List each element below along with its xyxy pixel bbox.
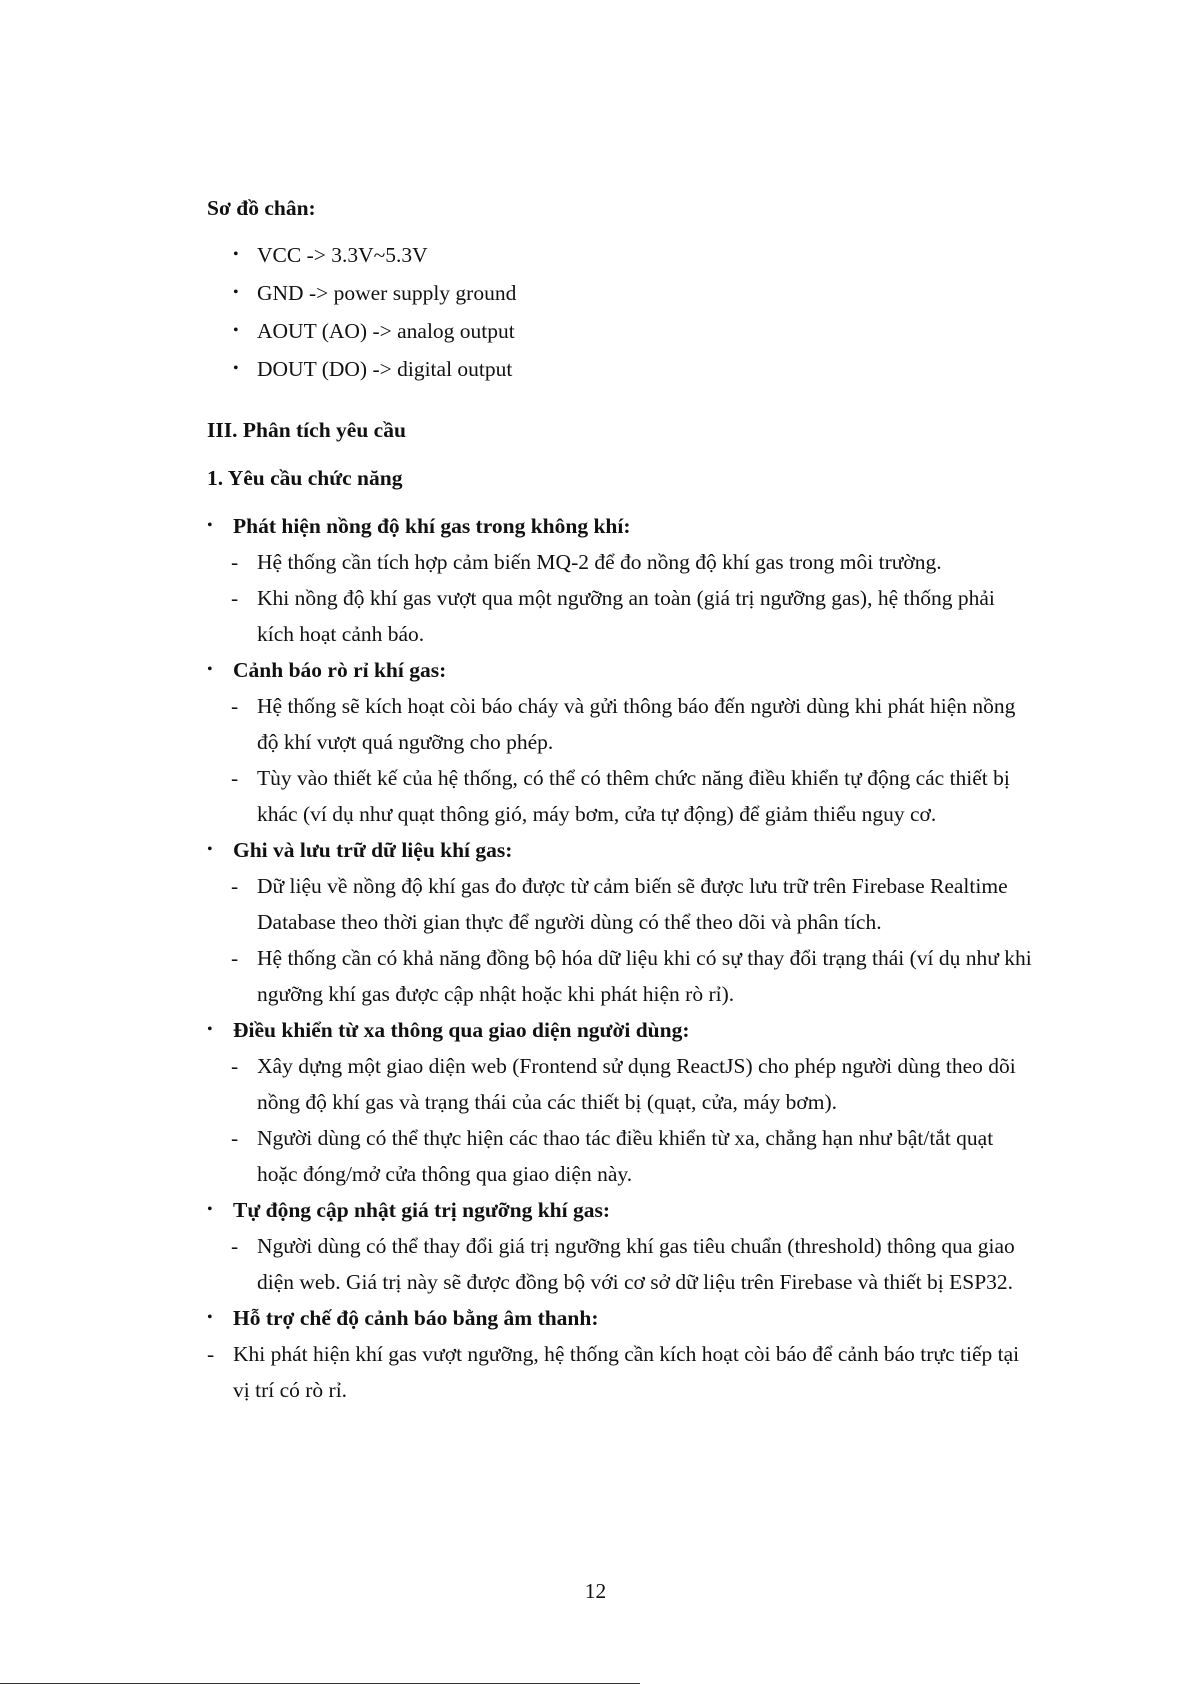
dash-icon: - <box>231 550 239 574</box>
requirement-title: • Phát hiện nồng độ khí gas trong không khí: <box>207 508 1037 544</box>
dash-icon: - <box>231 694 239 718</box>
pin-item: • AOUT (AO) -> analog output <box>207 312 1037 350</box>
page-content <box>207 190 1037 1408</box>
final-note: - Khi phát hiện khí gas vượt ngưỡng, hệ thống cần kích hoạt còi báo để cảnh báo trực tiếp tại vị trí có rò rỉ. <box>207 1336 1037 1408</box>
bullet-icon: • <box>207 841 213 858</box>
requirement-title: • Tự động cập nhật giá trị ngưỡng khí gas: <box>207 1192 1037 1228</box>
requirement-title: • Ghi và lưu trữ dữ liệu khí gas: <box>207 832 1037 868</box>
requirement-detail: - Dữ liệu về nồng độ khí gas đo được từ cảm biến sẽ được lưu trữ trên Firebase Realtime Database theo thời gian thực để người dùng có thể theo dõi và phân tích. <box>207 868 1037 940</box>
bullet-icon: • <box>207 517 213 534</box>
pin-item: • GND -> power supply ground <box>207 274 1037 312</box>
requirement-title: • Cảnh báo rò rỉ khí gas: <box>207 652 1037 688</box>
requirement-detail: - Người dùng có thể thực hiện các thao tác điều khiển từ xa, chẳng hạn như bật/tắt quạt hoặc đóng/mở cửa thông qua giao diện này. <box>207 1120 1037 1192</box>
dash-icon: - <box>231 1054 239 1078</box>
requirements-list <box>207 508 1037 1408</box>
pin-item: • VCC -> 3.3V~5.3V <box>207 236 1037 274</box>
bullet-icon: • <box>207 1021 213 1038</box>
bullet-icon: • <box>207 1201 213 1218</box>
bullet-icon: • <box>233 360 239 377</box>
dash-icon: - <box>231 874 239 898</box>
dash-icon: - <box>231 946 239 970</box>
bullet-icon: • <box>233 246 239 263</box>
page-number: 12 <box>584 1579 607 1603</box>
requirement-detail: - Tùy vào thiết kế của hệ thống, có thể có thêm chức năng điều khiển tự động các thiết bị khác (ví dụ như quạt thông gió, máy bơm, cửa tự động) để giảm thiểu nguy cơ. <box>207 760 1037 832</box>
dash-icon: - <box>231 1126 239 1150</box>
bullet-icon: • <box>233 322 239 339</box>
requirement-detail: - Người dùng có thể thay đổi giá trị ngưỡng khí gas tiêu chuẩn (threshold) thông qua giao diện web. Giá trị này sẽ được đồng bộ với cơ sở dữ liệu trên Firebase và thiết bị ESP32. <box>207 1228 1037 1300</box>
requirement-detail: - Hệ thống cần có khả năng đồng bộ hóa dữ liệu khi có sự thay đổi trạng thái (ví dụ như khi ngưỡng khí gas được cập nhật hoặc khi phát hiện rò rỉ). <box>207 940 1037 1012</box>
footer-divider <box>0 1683 640 1684</box>
dash-icon: - <box>231 586 239 610</box>
section-title: III. Phân tích yêu cầu <box>207 418 406 442</box>
pin-diagram-heading: Sơ đồ chân: <box>207 196 316 220</box>
bullet-icon: • <box>207 661 213 678</box>
dash-icon: - <box>231 1234 239 1258</box>
bullet-icon: • <box>207 1309 213 1326</box>
requirement-detail: - Khi nồng độ khí gas vượt qua một ngưỡng an toàn (giá trị ngưỡng gas), hệ thống phải kích hoạt cảnh báo. <box>207 580 1037 652</box>
dash-icon: - <box>231 766 239 790</box>
pin-list <box>207 236 1037 388</box>
subsection-title: 1. Yêu cầu chức năng <box>207 466 403 490</box>
requirement-title: • Điều khiển từ xa thông qua giao diện người dùng: <box>207 1012 1037 1048</box>
requirement-title: • Hỗ trợ chế độ cảnh báo bằng âm thanh: <box>207 1300 1037 1336</box>
requirement-detail: - Hệ thống sẽ kích hoạt còi báo cháy và gửi thông báo đến người dùng khi phát hiện nồng độ khí vượt quá ngưỡng cho phép. <box>207 688 1037 760</box>
bullet-icon: • <box>233 284 239 301</box>
dash-icon: - <box>207 1342 215 1366</box>
requirement-detail: - Xây dựng một giao diện web (Frontend sử dụng ReactJS) cho phép người dùng theo dõi nồng độ khí gas và trạng thái của các thiết bị (quạt, cửa, máy bơm). <box>207 1048 1037 1120</box>
requirement-detail: - Hệ thống cần tích hợp cảm biến MQ-2 để đo nồng độ khí gas trong môi trường. <box>207 544 1037 580</box>
pin-item: • DOUT (DO) -> digital output <box>207 350 1037 388</box>
